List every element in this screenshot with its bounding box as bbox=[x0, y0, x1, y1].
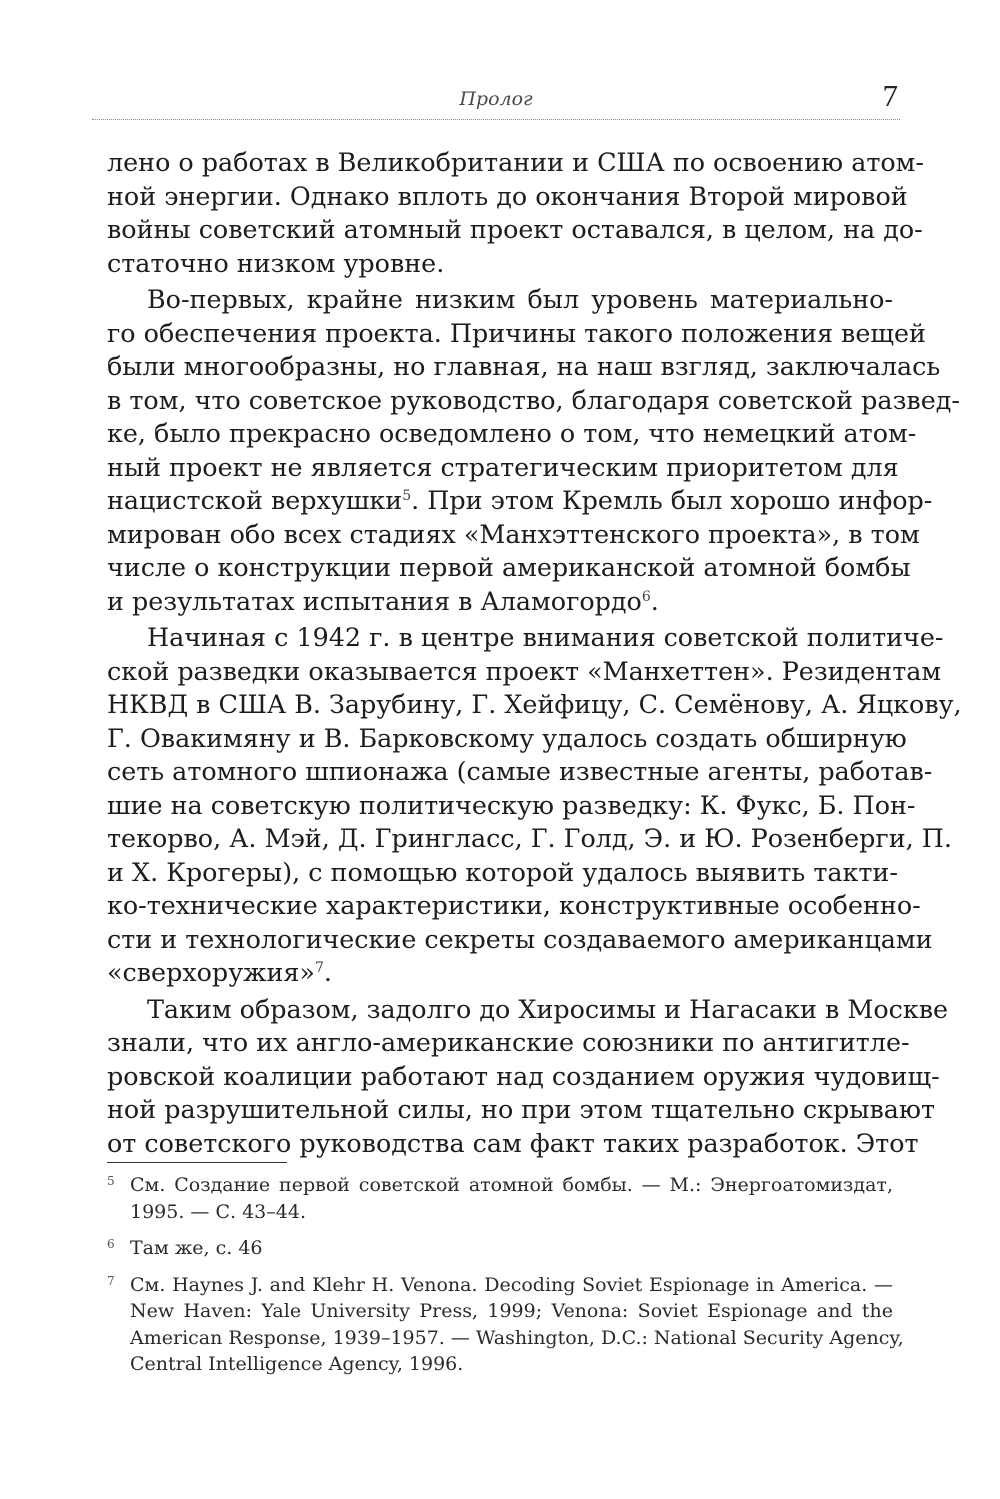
running-title: Пролог bbox=[459, 88, 533, 110]
text-line: ный проект не является стратегическим приоритетом для bbox=[107, 451, 899, 482]
text-line: ко-технические характеристики, конструктивные особенно- bbox=[107, 890, 921, 920]
text-line: сеть атомного шпионажа (самые известные агенты, работав- bbox=[107, 756, 933, 786]
text-line: знали, что их англо-американские союзники по антигитле- bbox=[107, 1027, 910, 1057]
header-divider bbox=[92, 119, 900, 120]
text-line: ной разрушительной силы, но при этом тщательно скрывают bbox=[107, 1094, 936, 1124]
text-line: ровской коалиции работают над созданием оружия чудовищ- bbox=[107, 1060, 940, 1091]
main-text bbox=[107, 146, 962, 1160]
paragraph bbox=[107, 621, 962, 990]
footnote-ref: 6 bbox=[641, 588, 651, 605]
text-line: в том, что советское руководство, благодаря советской развед- bbox=[107, 384, 960, 415]
text-line: числе о конструкции первой американской атомной бомбы bbox=[107, 552, 911, 582]
text-line: «сверхоружия»$^7$. bbox=[107, 957, 332, 987]
text-line: и Х. Крогеры), с помощью которой удалось выявить такти- bbox=[107, 856, 898, 887]
text-line: сти и технологические секреты создаваемого американцами bbox=[107, 923, 933, 954]
footnote-7 bbox=[107, 1272, 904, 1378]
footnote-divider bbox=[107, 1162, 287, 1163]
text-line: войны советский атомный проект оставался, в целом, на до- bbox=[107, 214, 923, 244]
footnote-ref: 5 bbox=[402, 488, 412, 504]
text-line: нацистской верхушки$^5$. При этом Кремль был хорошо инфор- bbox=[107, 485, 933, 515]
page-header bbox=[92, 78, 900, 120]
text-line: текорво, А. Мэй, Д. Грингласс, Г. Голд, Э. и Ю. Розенберги, П. bbox=[107, 823, 952, 853]
text-line: ной энергии. Однако вплоть до окончания Второй мировой bbox=[107, 180, 908, 211]
footnote-line: Central Intelligence Agency, 1996. bbox=[130, 1353, 464, 1375]
text-line: от советского руководства сам факт таких разработок. Этот bbox=[107, 1127, 919, 1158]
paragraph bbox=[107, 993, 949, 1161]
text-line: ке, было прекрасно осведомлено о том, что немецкий атом- bbox=[107, 418, 917, 448]
footnote-line: New Haven: Yale University Press, 1999; Venona: Soviet Espionage and the bbox=[130, 1300, 893, 1322]
paragraph bbox=[107, 283, 960, 618]
footnote-5 bbox=[107, 1172, 893, 1225]
paragraph bbox=[107, 146, 924, 280]
text-line: шие на советскую политическую разведку: К. Фукс, Б. Пон- bbox=[107, 789, 916, 820]
text-line: Г. Овакимяну и В. Барковскому удалось создать обширную bbox=[107, 722, 907, 753]
text-line: Начиная с 1942 г. в центре внимания советской политиче- bbox=[147, 622, 944, 652]
footnote-marker: 5 bbox=[107, 1174, 115, 1188]
text-line: НКВД в США В. Зарубину, Г. Хейфицу, С. Семёнову, А. Яцкову, bbox=[107, 689, 962, 719]
text-line: Таким образом, задолго до Хиросимы и Нагасаки в Москве bbox=[147, 993, 949, 1024]
page-number: 7 bbox=[882, 78, 898, 113]
text-line: мирован обо всех стадиях «Манхэттенского проекта», в том bbox=[107, 518, 920, 549]
footnotes bbox=[107, 1172, 904, 1388]
footnote-line: 1995. — С. 43–44. bbox=[130, 1200, 306, 1223]
footnote-marker: 7 bbox=[107, 1273, 115, 1288]
text-line: лено о работах в Великобритании и США по освоению атом- bbox=[107, 147, 924, 177]
text-line: были многообразны, но главная, на наш взгляд, заключалась bbox=[107, 351, 941, 381]
footnote-6 bbox=[107, 1235, 893, 1262]
text-line: го обеспечения проекта. Причины такого положения вещей bbox=[107, 317, 926, 348]
text-line: и результатах испытания в Аламогордо$^6$. bbox=[107, 585, 659, 616]
footnote-line: См. Haynes J. and Klehr H. Venona. Decoding Soviet Espionage in America. — bbox=[130, 1273, 893, 1296]
footnote-line: American Response, 1939–1957. — Washington, D.C.: National Security Agency, bbox=[130, 1326, 904, 1349]
footnote-line: См. Создание первой советской атомной бомбы. — М.: Энергоатомиздат, bbox=[130, 1174, 893, 1196]
text-line: статочно низком уровне. bbox=[107, 247, 445, 278]
text-line: Во-первых, крайне низким был уровень материально- bbox=[147, 284, 893, 314]
footnote-line: Там же, с. 46 bbox=[130, 1237, 263, 1259]
text-line: ской разведки оказывается проект «Манхеттен». Резидентам bbox=[107, 655, 942, 686]
footnote-marker: 6 bbox=[107, 1237, 115, 1251]
footnote-ref: 7 bbox=[314, 960, 324, 976]
